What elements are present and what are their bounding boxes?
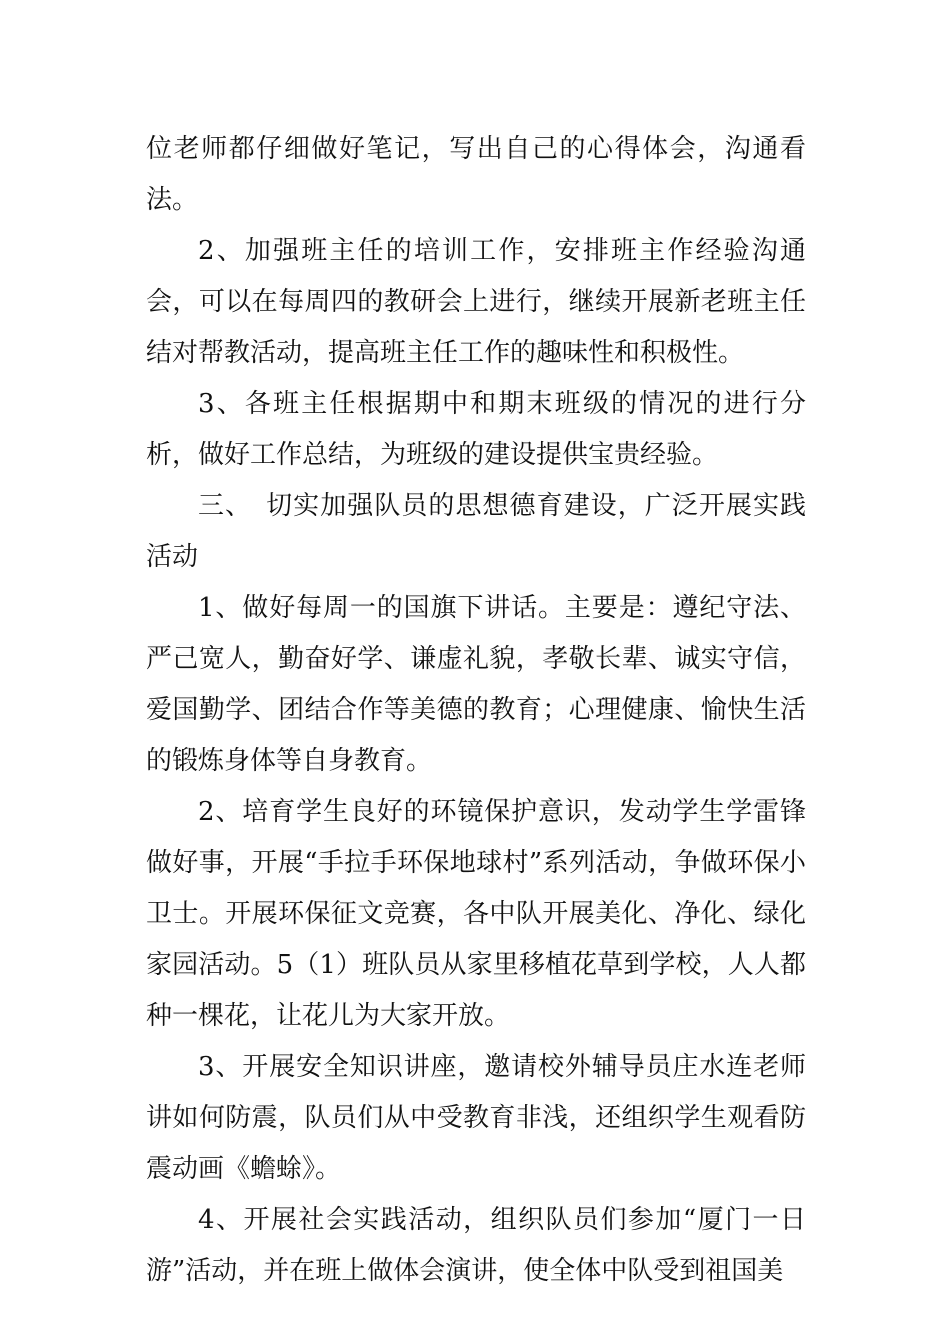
paragraph-item-2-environment: 2、培育学生良好的环镜保护意识，发动学生学雷锋做好事，开展“手拉手环保地球村”系列活动，争做环保小卫士。开展环保征文竞赛，各中队开展美化、净化、绿化家园活动。5（1）班队员从家里移植花草到学校，人人都种一棵花，让花儿为大家开放。	[146, 797, 806, 1031]
section-heading-three: 三、 切实加强队员的思想德育建设，广泛开展实践活动	[146, 491, 806, 572]
paragraph-item-3-class-analysis: 3、各班主任根据期中和期末班级的情况的进行分析，做好工作总结，为班级的建设提供宝贵经验。	[146, 389, 806, 470]
paragraph-item-4-social-practice: 4、开展社会实践活动，组织队员们参加“厦门一日游”活动，并在班上做体会演讲，使全体中队受到祖国美	[146, 1205, 806, 1286]
paragraph-item-1-flag-speech: 1、做好每周一的国旗下讲话。主要是：遵纪守法、严己宽人，勤奋好学、谦虚礼貌，孝敬长辈、诚实守信，爱国勤学、团结合作等美德的教育；心理健康、愉快生活的锻炼身体等自身教育。	[146, 593, 806, 776]
paragraph-item-3-safety-lecture: 3、开展安全知识讲座，邀请校外辅导员庄水连老师讲如何防震，队员们从中受教育非浅，还组织学生观看防震动画《蟾蜍》。	[146, 1052, 806, 1184]
paragraph-continuation: 位老师都仔细做好笔记，写出自己的心得体会，沟通看法。	[146, 134, 806, 215]
document-body	[146, 124, 806, 1297]
paragraph-item-2-head-teacher-training: 2、加强班主任的培训工作，安排班主作经验沟通会，可以在每周四的教研会上进行，继续开展新老班主任结对帮教活动，提高班主任工作的趣味性和积极性。	[146, 236, 806, 368]
